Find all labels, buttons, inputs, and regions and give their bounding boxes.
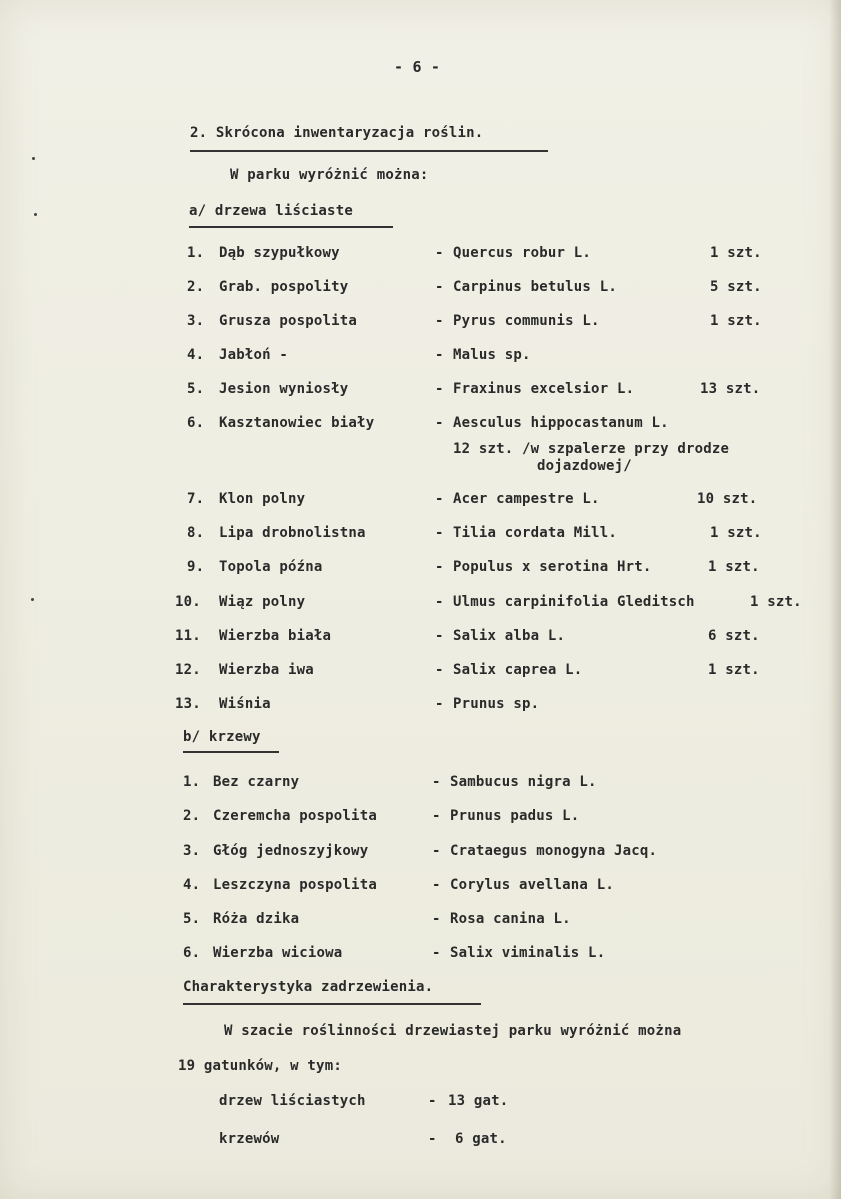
characteristics-heading: Charakterystyka zadrzewienia. <box>183 979 434 995</box>
tree-common-name: Wierzba biała <box>219 628 332 644</box>
tree-common-name: Lipa drobnolistna <box>219 525 366 541</box>
tree-latin-name: Acer campestre L. <box>453 491 600 507</box>
list-item-number: 3. <box>183 843 201 859</box>
tree-count: 1 szt. <box>710 525 762 541</box>
tree-latin-name: Malus sp. <box>453 347 531 363</box>
tree-common-name: Wiśnia <box>219 696 271 712</box>
list-item-number: 1. <box>183 774 201 790</box>
list-item-number: 12. <box>175 662 201 678</box>
dash: - <box>435 415 444 431</box>
tree-common-name: Jesion wyniosły <box>219 381 349 397</box>
dash: - <box>435 491 444 507</box>
tree-latin-name: Salix caprea L. <box>453 662 583 678</box>
dash: - <box>432 877 441 893</box>
dash: - <box>435 696 444 712</box>
tree-common-name: Wierzba iwa <box>219 662 314 678</box>
margin-mark <box>32 157 35 160</box>
dash: - <box>435 381 444 397</box>
subheading-shrubs: b/ krzewy <box>183 729 261 745</box>
list-item-number: 10. <box>175 594 201 610</box>
list-item-number: 8. <box>187 525 205 541</box>
tree-latin-name: Salix alba L. <box>453 628 566 644</box>
tree-latin-name: Pyrus communis L. <box>453 313 600 329</box>
tree-count: 1 szt. <box>750 594 802 610</box>
paragraph-line: W szacie roślinności drzewiastej parku wyróżnić można <box>224 1023 682 1039</box>
dash: - <box>432 911 441 927</box>
shrub-common-name: Czeremcha pospolita <box>213 808 377 824</box>
tree-latin-name: Quercus robur L. <box>453 245 592 261</box>
summary-value: 6 gat. <box>455 1131 507 1147</box>
margin-mark <box>31 598 34 601</box>
tree-common-name: Grab. pospolity <box>219 279 349 295</box>
summary-label: drzew liściastych <box>219 1093 366 1109</box>
dash: - <box>428 1093 437 1109</box>
tree-count: 1 szt. <box>710 313 762 329</box>
summary-value: 13 gat. <box>448 1093 509 1109</box>
list-item-number: 5. <box>183 911 201 927</box>
dash: - <box>435 313 444 329</box>
tree-common-name: Topola późna <box>219 559 323 575</box>
tree-common-name: Jabłoń - <box>219 347 289 363</box>
list-item-number: 3. <box>187 313 205 329</box>
dash: - <box>435 662 444 678</box>
tree-count: 1 szt. <box>708 559 760 575</box>
page-number: - 6 - <box>394 58 441 76</box>
list-item-number: 2. <box>187 279 205 295</box>
list-item-number: 1. <box>187 245 205 261</box>
shrub-latin-name: Corylus avellana L. <box>450 877 614 893</box>
tree-count: 1 szt. <box>708 662 760 678</box>
tree-count: 10 szt. <box>697 491 758 507</box>
tree-latin-name: Fraxinus excelsior L. <box>453 381 635 397</box>
tree-count: 6 szt. <box>708 628 760 644</box>
list-item-number: 6. <box>183 945 201 961</box>
tree-count: 1 szt. <box>710 245 762 261</box>
tree-common-name: Kasztanowiec biały <box>219 415 375 431</box>
tree-count: 5 szt. <box>710 279 762 295</box>
tree-latin-name: Populus x serotina Hrt. <box>453 559 652 575</box>
tree-latin-name: Ulmus carpinifolia Gleditsch <box>453 594 695 610</box>
shrub-latin-name: Rosa canina L. <box>450 911 571 927</box>
dash: - <box>432 808 441 824</box>
list-item-number: 4. <box>183 877 201 893</box>
dash: - <box>435 347 444 363</box>
dash: - <box>435 245 444 261</box>
dash: - <box>435 594 444 610</box>
tree-note: 12 szt. /w szpalerze przy drodze <box>453 441 730 457</box>
tree-count: 13 szt. <box>700 381 761 397</box>
list-item-number: 7. <box>187 491 205 507</box>
dash: - <box>435 279 444 295</box>
shrub-common-name: Wierzba wiciowa <box>213 945 343 961</box>
tree-latin-name: Carpinus betulus L. <box>453 279 617 295</box>
shrub-common-name: Bez czarny <box>213 774 300 790</box>
list-item-number: 4. <box>187 347 205 363</box>
tree-note: dojazdowej/ <box>537 458 632 474</box>
tree-latin-name: Prunus sp. <box>453 696 540 712</box>
dash: - <box>435 628 444 644</box>
subheading-shrubs-underline <box>183 751 279 753</box>
shrub-common-name: Głóg jednoszyjkowy <box>213 843 369 859</box>
shrub-common-name: Róża dzika <box>213 911 300 927</box>
dash: - <box>435 559 444 575</box>
section-heading-underline <box>190 150 548 152</box>
list-item-number: 5. <box>187 381 205 397</box>
shrub-latin-name: Sambucus nigra L. <box>450 774 597 790</box>
shrub-latin-name: Salix viminalis L. <box>450 945 606 961</box>
list-item-number: 9. <box>187 559 205 575</box>
characteristics-heading-underline <box>183 1003 481 1005</box>
subheading-trees: a/ drzewa liściaste <box>189 203 353 219</box>
dash: - <box>432 843 441 859</box>
tree-common-name: Grusza pospolita <box>219 313 358 329</box>
dash: - <box>432 774 441 790</box>
list-item-number: 11. <box>175 628 201 644</box>
intro-text: W parku wyróżnić można: <box>230 167 429 183</box>
section-heading: 2. Skrócona inwentaryzacja roślin. <box>190 125 484 141</box>
dash: - <box>428 1131 437 1147</box>
dash: - <box>435 525 444 541</box>
tree-latin-name: Tilia cordata Mill. <box>453 525 617 541</box>
shrub-latin-name: Prunus padus L. <box>450 808 580 824</box>
margin-mark <box>34 213 37 216</box>
list-item-number: 2. <box>183 808 201 824</box>
tree-latin-name: Aesculus hippocastanum L. <box>453 415 669 431</box>
shrub-latin-name: Crataegus monogyna Jacq. <box>450 843 658 859</box>
dash: - <box>432 945 441 961</box>
list-item-number: 13. <box>175 696 201 712</box>
paragraph-line: 19 gatunków, w tym: <box>178 1058 342 1074</box>
shrub-common-name: Leszczyna pospolita <box>213 877 377 893</box>
tree-common-name: Wiąz polny <box>219 594 306 610</box>
list-item-number: 6. <box>187 415 205 431</box>
tree-common-name: Dąb szypułkowy <box>219 245 340 261</box>
tree-common-name: Klon polny <box>219 491 306 507</box>
page-edge-shadow <box>829 0 841 1199</box>
summary-label: krzewów <box>219 1131 280 1147</box>
subheading-trees-underline <box>189 226 393 228</box>
